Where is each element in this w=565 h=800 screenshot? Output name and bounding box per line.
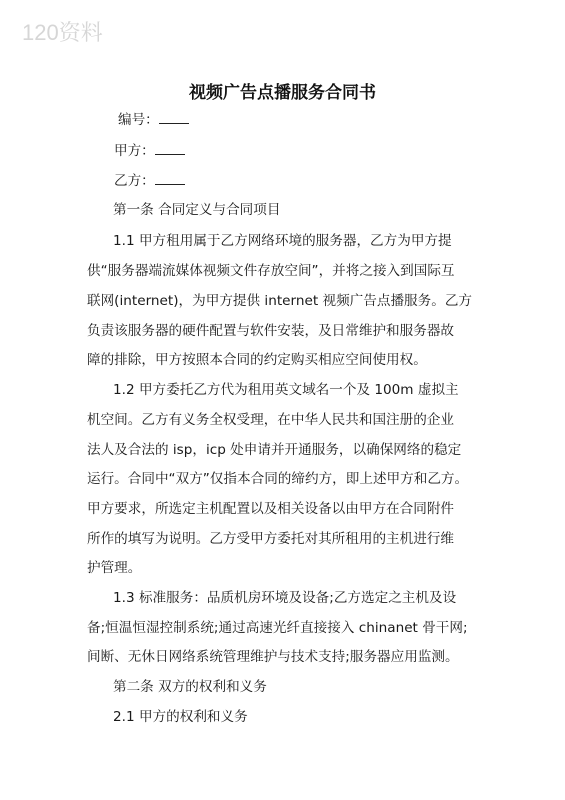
contract-number-label: 编号：: [118, 112, 159, 128]
section-2-1-heading: 2.1 甲方的权利和义务: [113, 709, 248, 725]
party-b-line: [114, 171, 185, 191]
paragraph-line: 所作的填写为说明。乙方受甲方委托对其所租用的主机进行维: [87, 531, 455, 547]
party-b-blank[interactable]: [155, 171, 185, 185]
paragraph-line: 1.1 甲方租用属于乙方网络环境的服务器，乙方为甲方提: [113, 233, 452, 249]
paragraph-line: 1.2 甲方委托乙方代为租用英文域名一个及 100m 虚拟主: [113, 382, 459, 398]
paragraph-line: 运行。合同中“双方”仅指本合同的缔约方，即上述甲方和乙方。: [87, 471, 469, 487]
party-a-label: 甲方：: [114, 143, 155, 159]
article-2-heading: 第二条 双方的权利和义务: [113, 679, 267, 695]
paragraph-line: 负责该服务器的硬件配置与软件安装，及日常维护和服务器故: [87, 323, 455, 339]
paragraph-line: 机空间。乙方有义务全权受理，在中华人民共和国注册的企业: [87, 412, 455, 428]
paragraph-line: 间断、无休日网络系统管理维护与技术支持;服务器应用监测。: [87, 649, 459, 665]
paragraph-line: 护管理。: [87, 560, 142, 576]
paragraph-line: 联网(internet)，为甲方提供 internet 视频广告点播服务。乙方: [87, 293, 473, 309]
contract-number-blank[interactable]: [159, 110, 189, 124]
document-title: 视频广告点播服务合同书: [189, 83, 376, 103]
party-a-blank[interactable]: [155, 141, 185, 155]
paragraph-line: 1.3 标准服务：品质机房环境及设备;乙方选定之主机及设: [113, 590, 457, 606]
paragraph-line: 障的排除，甲方按照本合同的约定购买相应空间使用权。: [87, 352, 427, 368]
paragraph-line: 供“服务器端流媒体视频文件存放空间”，并将之接入到国际互: [87, 263, 455, 279]
paragraph-line: 备;恒温恒湿控制系统;通过高速光纤直接接入 chinanet 骨干网;: [87, 620, 468, 636]
party-a-line: [114, 141, 185, 161]
contract-number-line: [118, 110, 189, 130]
paragraph-line: 法人及合法的 isp，icp 处申请并开通服务，以确保网络的稳定: [87, 442, 462, 458]
party-b-label: 乙方：: [114, 173, 155, 189]
watermark: 120资料: [22, 20, 103, 45]
article-1-heading: 第一条 合同定义与合同项目: [113, 202, 281, 218]
paragraph-line: 甲方要求，所选定主机配置以及相关设备以由甲方在合同附件: [87, 501, 455, 517]
